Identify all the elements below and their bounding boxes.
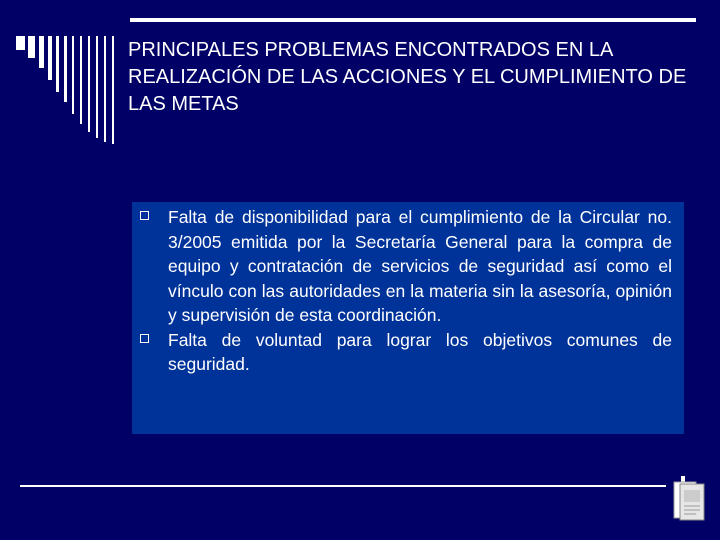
list-item	[140, 328, 672, 377]
bullet-list	[140, 205, 672, 377]
slide-title: PRINCIPALES PROBLEMAS ENCONTRADOS EN LA REALIZACIÓN DE LAS ACCIONES Y EL CUMPLIMIENTO DE LAS METAS	[128, 39, 687, 115]
list-item	[140, 205, 672, 328]
stacked-papers-icon	[672, 474, 708, 522]
hollow-square-icon	[140, 211, 149, 220]
bullet-text: Falta de disponibilidad para el cumplimiento de la Circular no. 3/2005 emitida por la Secretaría General para la compra de equipo y contratación de servicios de seguridad así como el vínculo con las autoridades en la materia sin la asesoría, opinión y supervisión de esta coordinación.	[168, 207, 672, 325]
hollow-square-icon	[140, 334, 149, 343]
top-rule	[130, 18, 696, 22]
bottom-rule	[20, 485, 666, 487]
bullet-text: Falta de voluntad para lograr los objetivos comunes de seguridad.	[168, 329, 672, 374]
